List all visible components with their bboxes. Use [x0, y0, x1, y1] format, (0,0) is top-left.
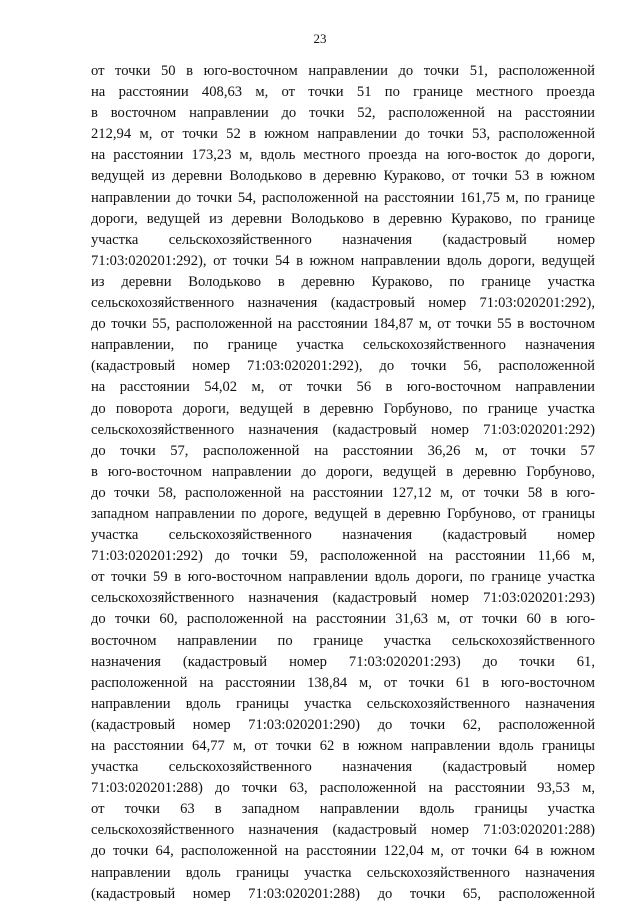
text-line: направлении до точки 54, расположенной на расстоянии 161,75 м, по границе [91, 189, 595, 206]
text-line: западном направлении по дороге, ведущей в деревню Горбуново, от границы [91, 505, 595, 522]
text-line: на расстоянии 173,23 м, вдоль местного проезда на юго-восток до дороги, [91, 147, 595, 164]
text-line: участка сельскохозяйственного назначения (кадастровый номер [91, 759, 595, 776]
text-line: до точки 64, расположенной на расстоянии 122,04 м, от точки 64 в южном [91, 843, 595, 860]
text-line: из деревни Володьково в деревню Кураково, по границе участка [91, 273, 595, 290]
text-line: в восточном направлении до точки 52, расположенной на расстоянии [91, 105, 595, 122]
text-line: 71:03:020201:288) до точки 63, расположенной на расстоянии 93,53 м, [91, 780, 595, 797]
text-line: расположенной на расстоянии 138,84 м, от точки 61 в юго-восточном [91, 674, 595, 691]
text-line: 212,94 м, от точки 52 в южном направлении до точки 53, расположенной [91, 126, 595, 143]
text-line: дороги, ведущей из деревни Володьково в деревню Кураково, по границе [91, 210, 595, 227]
text-line: до точки 58, расположенной на расстоянии 127,12 м, от точки 58 в юго- [91, 484, 595, 501]
text-line: от точки 50 в юго-восточном направлении до точки 51, расположенной [91, 63, 595, 79]
text-line: назначения (кадастровый номер 71:03:020201:293) до точки 61, [91, 653, 595, 670]
text-line: (кадастровый номер 71:03:020201:290) до точки 62, расположенной [91, 716, 595, 733]
text-line: до поворота дороги, ведущей в деревню Горбуново, по границе участка [91, 400, 595, 417]
text-line: от точки 59 в юго-восточном направлении вдоль дороги, по границе участка [91, 569, 595, 586]
text-line: от точки 63 в западном направлении вдоль границы участка [91, 801, 595, 818]
text-line: сельскохозяйственного назначения (кадастровый номер 71:03:020201:292) [91, 421, 595, 438]
text-line: направлении, по границе участка сельскохозяйственного назначения [91, 337, 595, 354]
text-line: на расстоянии 64,77 м, от точки 62 в южном направлении вдоль границы [91, 738, 595, 754]
text-line: в юго-восточном направлении до дороги, ведущей в деревню Горбуново, [91, 463, 595, 480]
text-line: сельскохозяйственного назначения (кадастровый номер 71:03:020201:288) [91, 822, 595, 839]
text-line: участка сельскохозяйственного назначения (кадастровый номер [91, 231, 595, 248]
text-line: 71:03:020201:292), от точки 54 в южном направлении вдоль дороги, ведущей [91, 252, 595, 269]
text-line: до точки 57, расположенной на расстоянии 36,26 м, от точки 57 [91, 442, 595, 459]
text-line: участка сельскохозяйственного назначения (кадастровый номер [91, 527, 595, 544]
body-paragraph [91, 61, 595, 905]
text-line: (кадастровый номер 71:03:020201:292), до точки 56, расположенной [91, 358, 595, 375]
text-line: до точки 55, расположенной на расстоянии 184,87 м, от точки 55 в восточном [91, 316, 595, 333]
text-line: направлении вдоль границы участка сельскохозяйственного назначения [91, 695, 595, 712]
text-line: 71:03:020201:292) до точки 59, расположенной на расстоянии 11,66 м, [91, 548, 595, 565]
text-line: восточном направлении по границе участка сельскохозяйственного [91, 632, 595, 649]
text-line: ведущей из деревни Володьково в деревню Кураково, от точки 53 в южном [91, 168, 595, 185]
text-line: направлении вдоль границы участка сельскохозяйственного назначения [91, 864, 595, 881]
text-line: до точки 60, расположенной на расстоянии 31,63 м, от точки 60 в юго- [91, 611, 595, 628]
text-line: на расстоянии 408,63 м, от точки 51 по границе местного проезда [91, 84, 595, 101]
page-number: 23 [313, 31, 327, 46]
text-line: сельскохозяйственного назначения (кадастровый номер 71:03:020201:293) [91, 590, 595, 607]
text-line: (кадастровый номер 71:03:020201:288) до точки 65, расположенной [91, 885, 595, 902]
text-line: сельскохозяйственного назначения (кадастровый номер 71:03:020201:292), [91, 295, 595, 312]
text-line: на расстоянии 54,02 м, от точки 56 в юго-восточном направлении [91, 379, 595, 396]
